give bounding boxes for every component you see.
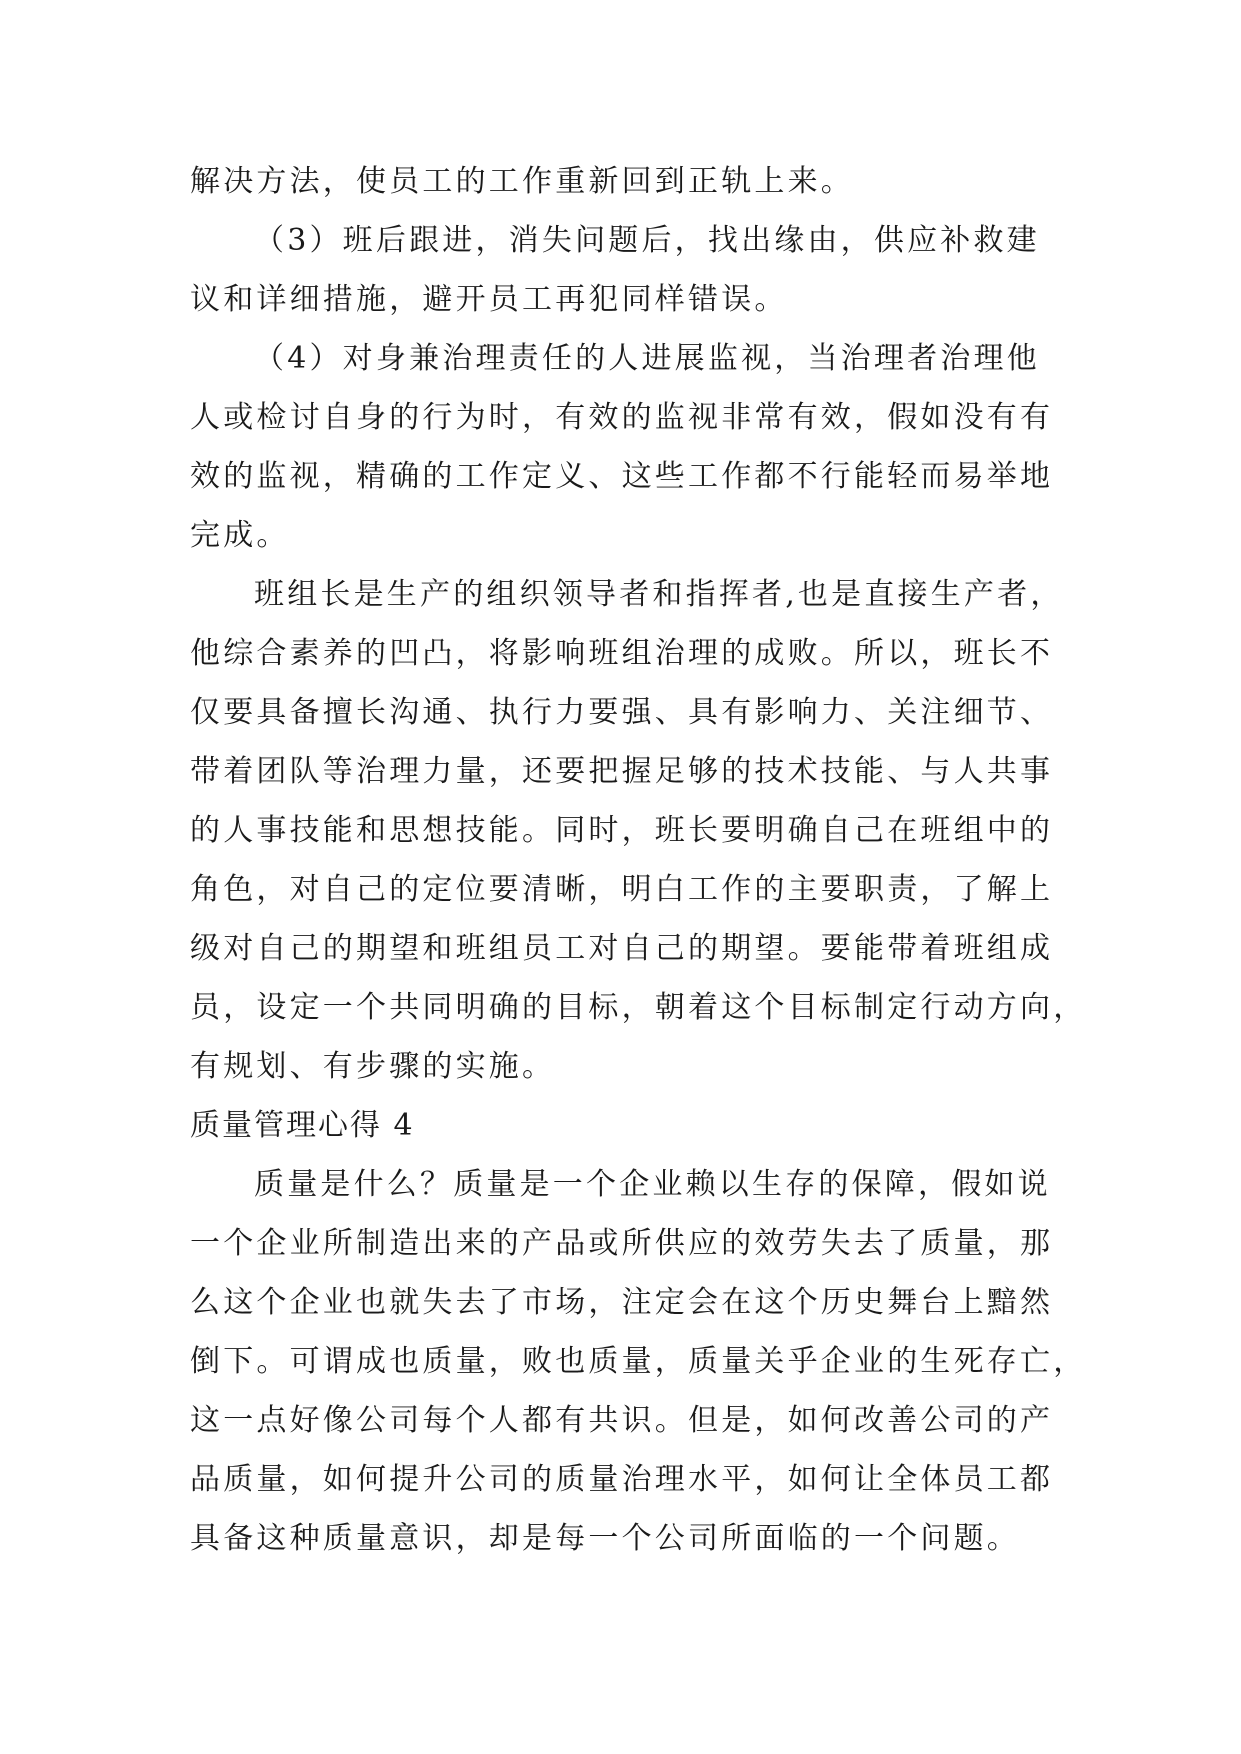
text-line: （3）班后跟进，消失问题后，找出缘由，供应补救建 — [254, 223, 1040, 258]
paragraph-team-leader — [190, 565, 1087, 1096]
text-line: 效的监视，精确的工作定义、这些工作都不行能轻而易举地 — [190, 459, 1054, 494]
text-line: 员，设定一个共同明确的目标，朝着这个目标制定行动方向， — [190, 990, 1087, 1025]
text-line: 级对自己的期望和班组员工对自己的期望。要能带着班组成 — [190, 931, 1054, 966]
text-line: 具备这种质量意识，却是每一个公司所面临的一个问题。 — [190, 1521, 1020, 1556]
section-heading: 质量管理心得 4 — [190, 1108, 415, 1143]
text-line: 班组长是生产的组织领导者和指挥者,也是直接生产者， — [254, 577, 1064, 612]
text-line: 一个企业所制造出来的产品或所供应的效劳失去了质量，那 — [190, 1226, 1054, 1261]
paragraph-item-3 — [190, 211, 1050, 329]
text-line: 人或检讨自身的行为时，有效的监视非常有效，假如没有有 — [190, 400, 1054, 435]
text-line: 仅要具备擅长沟通、执行力要强、具有影响力、关注细节、 — [190, 695, 1054, 730]
text-line: 这一点好像公司每个人都有共识。但是，如何改善公司的产 — [190, 1403, 1054, 1438]
section-heading-block — [190, 1096, 1050, 1155]
text-line: 他综合素养的凹凸，将影响班组治理的成败。所以，班长不 — [190, 636, 1054, 671]
text-line: 议和详细措施，避开员工再犯同样错误。 — [190, 282, 788, 317]
text-line: 角色，对自己的定位要清晰，明白工作的主要职责，了解上 — [190, 872, 1054, 907]
text-line: 解决方法，使员工的工作重新回到正轨上来。 — [190, 164, 854, 199]
text-line: 么这个企业也就失去了市场，注定会在这个历史舞台上黯然 — [190, 1285, 1054, 1320]
text-line: 品质量，如何提升公司的质量治理水平，如何让全体员工都 — [190, 1462, 1054, 1497]
paragraph-quality — [190, 1155, 1087, 1568]
document-body — [190, 152, 1087, 1568]
text-line: 有规划、有步骤的实施。 — [190, 1049, 556, 1084]
text-line: 完成。 — [190, 518, 290, 553]
paragraph-continuation — [190, 152, 1050, 211]
text-line: （4）对身兼治理责任的人进展监视，当治理者治理他 — [254, 341, 1040, 376]
text-line: 倒下。可谓成也质量，败也质量，质量关乎企业的生死存亡， — [190, 1344, 1087, 1379]
text-line: 的人事技能和思想技能。同时，班长要明确自己在班组中的 — [190, 813, 1054, 848]
text-line: 质量是什么？质量是一个企业赖以生存的保障，假如说 — [254, 1167, 1051, 1202]
paragraph-item-4 — [190, 329, 1054, 565]
text-line: 带着团队等治理力量，还要把握足够的技术技能、与人共事 — [190, 754, 1054, 789]
